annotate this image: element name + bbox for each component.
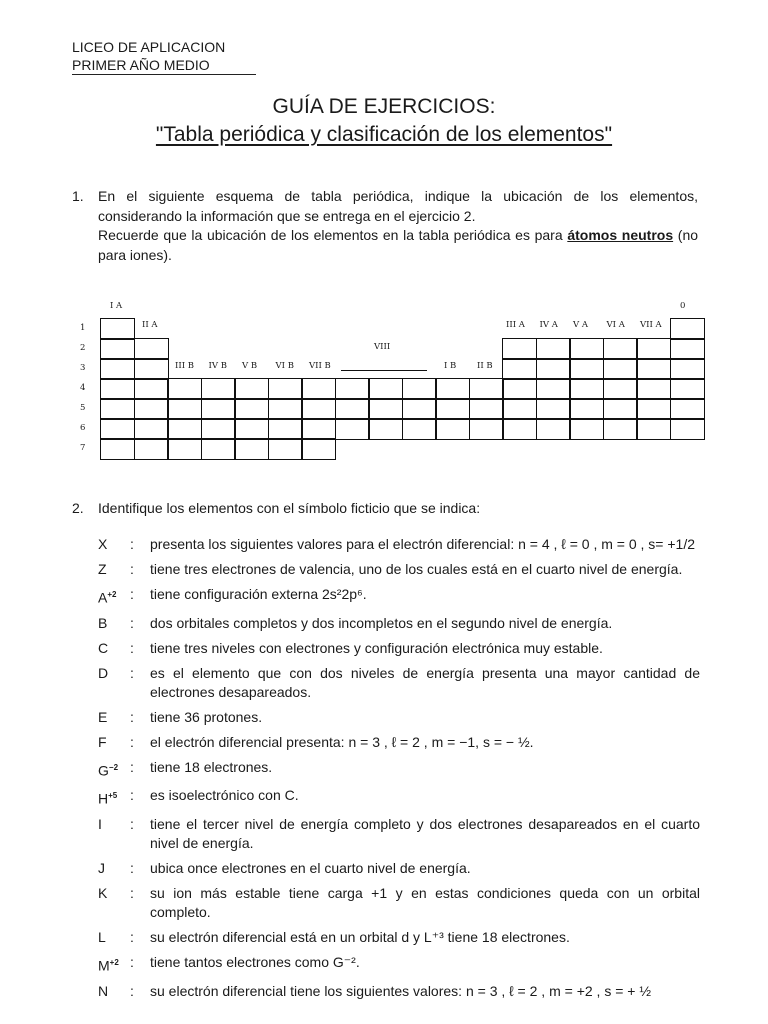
group-label: V B: [242, 361, 258, 371]
table-cell: [134, 438, 169, 460]
clue-text: es isoelectrónico con C.: [150, 787, 299, 804]
table-cell: [167, 438, 202, 460]
colon: :: [130, 787, 134, 804]
table-cell: [134, 378, 169, 400]
table-cell: [402, 378, 437, 400]
table-cell: [636, 358, 671, 380]
table-cell: [301, 418, 336, 440]
group-label: II B: [477, 361, 493, 371]
element-clue-list: [98, 535, 700, 1007]
table-cell: [201, 378, 236, 400]
table-cell: [368, 398, 403, 420]
element-symbol: L: [98, 928, 106, 945]
clue-item: [98, 585, 700, 608]
table-cell: [670, 378, 705, 400]
table-cell: [569, 338, 604, 360]
table-cell: [201, 438, 236, 460]
element-symbol: I: [98, 815, 102, 832]
period-label: 7: [80, 443, 86, 453]
group-label: V A: [573, 320, 588, 330]
question-2: [72, 499, 698, 519]
group-label: VI A: [606, 320, 625, 330]
table-cell: [569, 358, 604, 380]
table-cell: [435, 418, 470, 440]
table-cell: [603, 378, 638, 400]
table-cell: [402, 398, 437, 420]
element-symbol: $M^{+2}$: [98, 957, 119, 974]
table-cell: [435, 378, 470, 400]
clue-item: [98, 758, 700, 781]
table-cell: [536, 398, 571, 420]
element-symbol: J: [98, 859, 105, 876]
colon: :: [130, 884, 134, 901]
table-cell: [603, 358, 638, 380]
group-label: VI B: [275, 361, 294, 371]
table-cell: [268, 378, 303, 400]
table-cell: [201, 418, 236, 440]
clue-text: el electrón diferencial presenta: n = 3 , ℓ = 2 , m = −1, s = − ½.: [150, 733, 534, 750]
period-label: 1: [80, 323, 86, 333]
page-subtitle: "Tabla periódica y clasificación de los elementos": [155, 123, 613, 146]
table-cell: [636, 338, 671, 360]
clue-item: [98, 982, 700, 1001]
clue-text: tiene el tercer nivel de energía completo y dos electrones desapareados en el cuarto nivel de energía.: [150, 815, 700, 851]
period-label: 4: [80, 383, 86, 393]
viii-bracket-line: [341, 370, 427, 371]
element-symbol: E: [98, 708, 108, 725]
clue-text: dos orbitales completos y dos incompletos en el segundo nivel de energía.: [150, 614, 613, 631]
table-cell: [536, 338, 571, 360]
question-number: 1.: [72, 188, 84, 204]
clue-text: presenta los siguientes valores para el electrón diferencial: n = 4 , ℓ = 0 , m = 0 , s= +1/2: [150, 536, 696, 552]
table-cell: [301, 438, 336, 460]
element-symbol: N: [98, 982, 109, 999]
table-cell: [469, 378, 504, 400]
school-name: LICEO DE APLICACION: [72, 39, 226, 55]
clue-item: [98, 560, 700, 579]
colon: :: [130, 733, 134, 750]
clue-item: [98, 535, 700, 554]
clue-text: es el elemento que con dos niveles de energía presenta una mayor cantidad de electrones desapareados.: [150, 664, 700, 700]
table-cell: [134, 338, 169, 360]
table-cell: [670, 338, 705, 360]
table-cell: [268, 418, 303, 440]
table-cell: [603, 338, 638, 360]
table-cell: [301, 398, 336, 420]
clue-item: [98, 884, 700, 922]
colon: :: [130, 586, 134, 602]
colon: :: [130, 953, 134, 970]
table-cell: [167, 378, 202, 400]
colon: :: [130, 982, 134, 999]
table-cell: [368, 378, 403, 400]
element-symbol: B: [98, 614, 108, 631]
page-title: GUÍA DE EJERCICIOS:: [272, 95, 496, 118]
element-symbol: C: [98, 639, 109, 656]
table-cell: [670, 398, 705, 420]
clue-text: tiene 36 protones.: [150, 708, 263, 725]
table-cell: [569, 398, 604, 420]
period-label: 6: [80, 423, 86, 433]
group-label: 0: [680, 301, 686, 311]
table-cell: [670, 418, 705, 440]
table-cell: [636, 378, 671, 400]
table-cell: [368, 418, 403, 440]
colon: :: [130, 928, 134, 945]
table-cell: [536, 418, 571, 440]
group-label: VII B: [309, 361, 331, 371]
question-1: [72, 187, 698, 265]
clue-item: [98, 953, 700, 976]
table-cell: [100, 378, 135, 400]
table-cell: [636, 418, 671, 440]
table-cell: [435, 398, 470, 420]
table-cell: [100, 418, 135, 440]
period-label: 3: [80, 363, 86, 373]
group-label: IV B: [208, 361, 227, 371]
group-label: I A: [110, 301, 123, 311]
colon: :: [130, 815, 134, 832]
table-cell: [536, 358, 571, 380]
table-cell: [502, 358, 537, 380]
clue-text: tiene 18 electrones.: [150, 758, 273, 775]
clue-text: tiene tantos electrones como G⁻².: [150, 953, 360, 970]
clue-text: su ion más estable tiene carga +1 y en estas condiciones queda con un orbital completo.: [150, 884, 700, 920]
period-label: 2: [80, 343, 86, 353]
clue-item: [98, 815, 700, 853]
table-cell: [234, 438, 269, 460]
table-cell: [569, 418, 604, 440]
table-cell: [201, 398, 236, 420]
clue-text: tiene tres electrones de valencia, uno de los cuales está en el cuarto nivel de energía.: [150, 561, 683, 577]
colon: :: [130, 536, 134, 552]
clue-item: [98, 733, 700, 752]
colon: :: [130, 639, 134, 656]
element-symbol: D: [98, 664, 109, 681]
clue-item: [98, 928, 700, 947]
element-symbol: Z: [98, 561, 107, 577]
element-symbol: X: [98, 536, 108, 552]
table-cell: [603, 398, 638, 420]
clue-item: [98, 614, 700, 633]
table-cell: [335, 398, 370, 420]
element-symbol: $G^{-2}$: [98, 762, 119, 779]
clue-text: tiene tres niveles con electrones y configuración electrónica muy estable.: [150, 639, 603, 656]
group-label: VII A: [640, 320, 662, 330]
question-number: 2.: [72, 500, 84, 516]
table-cell: [670, 318, 705, 340]
group-label: I B: [444, 361, 457, 371]
clue-text: tiene configuración externa 2s²2p⁶.: [150, 586, 367, 602]
table-cell: [134, 398, 169, 420]
table-cell: [469, 398, 504, 420]
table-cell: [100, 338, 135, 360]
table-cell: [268, 398, 303, 420]
table-cell: [636, 398, 671, 420]
colon: :: [130, 859, 134, 876]
table-cell: [603, 418, 638, 440]
table-cell: [167, 398, 202, 420]
course-level: PRIMER AÑO MEDIO: [72, 56, 256, 75]
element-symbol: $H^{+5}$: [98, 790, 118, 807]
group-label: III B: [175, 361, 195, 371]
colon: :: [130, 614, 134, 631]
table-cell: [502, 398, 537, 420]
question-note: Recuerde que la ubicación de los elementos en la tabla periódica es para átomos neutros (no para iones).: [98, 227, 699, 263]
element-symbol: $A^{+2}$: [98, 589, 117, 606]
clue-text: su electrón diferencial está en un orbital d y L⁺³ tiene 18 electrones.: [150, 928, 570, 945]
colon: :: [130, 561, 134, 577]
school-header: [72, 38, 256, 75]
table-cell: [100, 398, 135, 420]
clue-item: [98, 708, 700, 727]
table-cell: [502, 418, 537, 440]
table-cell: [234, 378, 269, 400]
table-cell: [268, 438, 303, 460]
table-cell: [502, 378, 537, 400]
table-cell: [167, 418, 202, 440]
colon: :: [130, 664, 134, 681]
table-cell: [502, 338, 537, 360]
clue-item: [98, 639, 700, 658]
emphasis: átomos neutros: [567, 227, 674, 243]
question-text: Identifique los elementos con el símbolo ficticio que se indica:: [98, 500, 481, 516]
clue-item: [98, 859, 700, 878]
clue-text: ubica once electrones en el cuarto nivel de energía.: [150, 859, 471, 876]
group-label: IV A: [539, 320, 558, 330]
table-cell: [569, 378, 604, 400]
table-cell: [402, 418, 437, 440]
table-cell: [536, 378, 571, 400]
clue-item: [98, 786, 700, 809]
table-cell: [234, 398, 269, 420]
table-cell: [134, 358, 169, 380]
table-cell: [335, 418, 370, 440]
table-cell: [670, 358, 705, 380]
element-symbol: K: [98, 884, 108, 901]
table-cell: [100, 438, 135, 460]
clue-text: su electrón diferencial tiene los siguientes valores: n = 3 , ℓ = 2 , m = +2 , s = + ½: [150, 982, 652, 999]
colon: :: [130, 758, 134, 775]
table-cell: [134, 418, 169, 440]
element-symbol: F: [98, 733, 107, 750]
period-label: 5: [80, 403, 86, 413]
table-cell: [100, 358, 135, 380]
question-text: En el siguiente esquema de tabla periódica, indique la ubicación de los elementos, considerando la información que se entrega en el ejercicio 2.: [98, 188, 698, 224]
colon: :: [130, 708, 134, 725]
table-cell: [234, 418, 269, 440]
table-cell: [100, 318, 135, 340]
table-cell: [335, 378, 370, 400]
group-label: II A: [142, 320, 158, 330]
group-label: III A: [506, 320, 525, 330]
table-cell: [301, 378, 336, 400]
group-label: VIII: [374, 342, 391, 352]
clue-item: [98, 664, 700, 702]
table-cell: [469, 418, 504, 440]
